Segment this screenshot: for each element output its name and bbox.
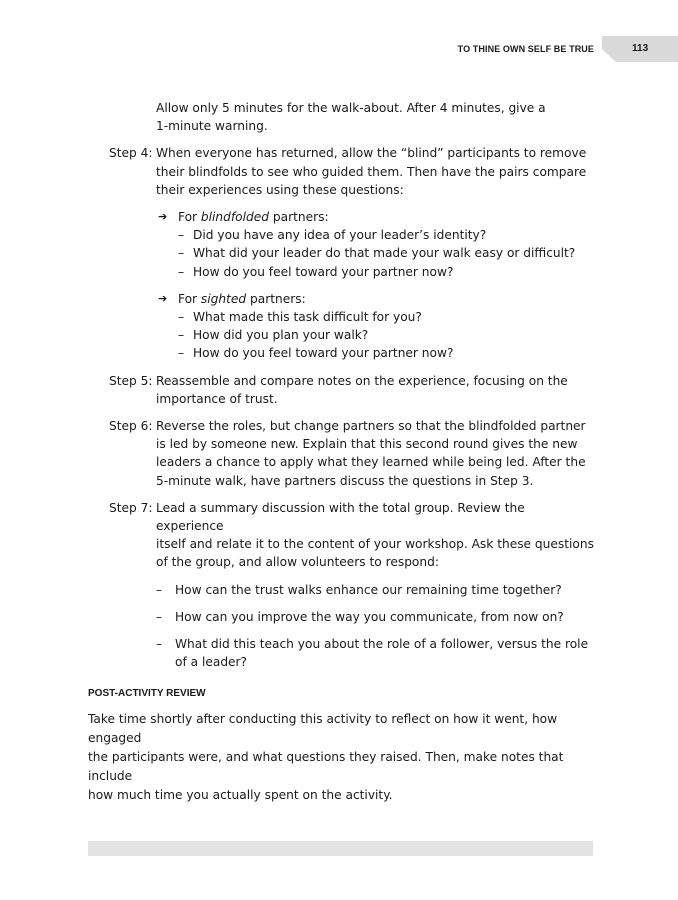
discussion-question	[156, 581, 595, 599]
discussion-question	[156, 608, 595, 626]
dash-icon: –	[156, 582, 163, 597]
text-line: 5-minute walk, have partners discuss the questions in Step 3.	[156, 473, 534, 488]
dash-icon: –	[156, 609, 163, 624]
step-6	[109, 417, 596, 490]
text-line: How can the trust walks enhance our remaining time together?	[175, 582, 562, 597]
step-7	[109, 499, 596, 572]
group-heading: For sighted partners:	[178, 291, 306, 306]
text-line: Lead a summary discussion with the total group. Review the experience	[156, 500, 525, 534]
review-paragraph	[88, 710, 600, 805]
text-line: importance of trust.	[156, 391, 278, 406]
question-item: – How do you feel toward your partner now?	[178, 263, 598, 281]
text-line: itself and relate it to the content of your workshop. Ask these questions	[156, 537, 594, 552]
step-label: Step 5:	[109, 373, 153, 388]
dash-icon: –	[178, 228, 185, 243]
running-header: TO THINE OWN SELF BE TRUE	[457, 44, 594, 54]
step-label: Step 7:	[109, 500, 153, 515]
blindfolded-questions	[158, 208, 598, 281]
text-line: Take time shortly after conducting this activity to reflect on how it went, how engaged	[88, 712, 558, 745]
text-line: How can you improve the way you communicate, from now on?	[175, 609, 564, 624]
text-line: leaders a chance to apply what they learned while being led. After the	[156, 455, 586, 470]
question-item: – How did you plan your walk?	[178, 326, 598, 344]
dash-icon: –	[178, 246, 185, 261]
section-heading: POST-ACTIVITY REVIEW	[88, 688, 206, 699]
group-heading: For blindfolded partners:	[178, 210, 329, 225]
text-line: of the group, and allow volunteers to respond:	[156, 555, 439, 570]
dash-icon: –	[178, 346, 185, 361]
intro-paragraph	[156, 99, 596, 135]
question-item: – What made this task difficult for you?	[178, 308, 598, 326]
text-line: Allow only 5 minutes for the walk-about. After 4 minutes, give a	[156, 101, 546, 115]
arrow-icon: ➔	[158, 291, 168, 305]
arrow-icon: ➔	[158, 210, 168, 224]
dash-icon: –	[156, 637, 163, 652]
text-line: When everyone has returned, allow the “blind” participants to remove	[156, 146, 587, 161]
page-number: 113	[632, 43, 649, 54]
step-4	[109, 144, 596, 199]
text-line: their experiences using these questions:	[156, 182, 404, 197]
footer-bar	[88, 841, 593, 856]
question-item: – How do you feel toward your partner now?	[178, 344, 598, 362]
text-line: their blindfolds to see who guided them. Then have the pairs compare	[156, 164, 587, 179]
text-line: is led by someone new. Explain that this second round gives the new	[156, 437, 578, 452]
dash-icon: –	[178, 310, 185, 325]
text-line: the participants were, and what questions they raised. Then, make notes that include	[88, 750, 564, 783]
text-line: What did this teach you about the role of a follower, versus the role	[175, 637, 589, 652]
step-label: Step 4:	[109, 146, 153, 161]
sighted-questions	[158, 290, 598, 363]
question-item: – Did you have any idea of your leader’s identity?	[178, 226, 598, 244]
text-line: Reverse the roles, but change partners so that the blindfolded partner	[156, 419, 586, 434]
main-content	[0, 99, 678, 671]
step-label: Step 6:	[109, 419, 153, 434]
text-line: 1-minute warning.	[156, 119, 268, 134]
discussion-question	[156, 635, 595, 671]
text-line: Reassemble and compare notes on the experience, focusing on the	[156, 373, 568, 388]
text-line: of a leader?	[175, 655, 248, 670]
dash-icon: –	[178, 328, 185, 343]
text-line: how much time you actually spent on the activity.	[88, 788, 393, 802]
step-5	[109, 372, 596, 408]
question-item: – What did your leader do that made your walk easy or difficult?	[178, 244, 598, 262]
dash-icon: –	[178, 264, 185, 279]
